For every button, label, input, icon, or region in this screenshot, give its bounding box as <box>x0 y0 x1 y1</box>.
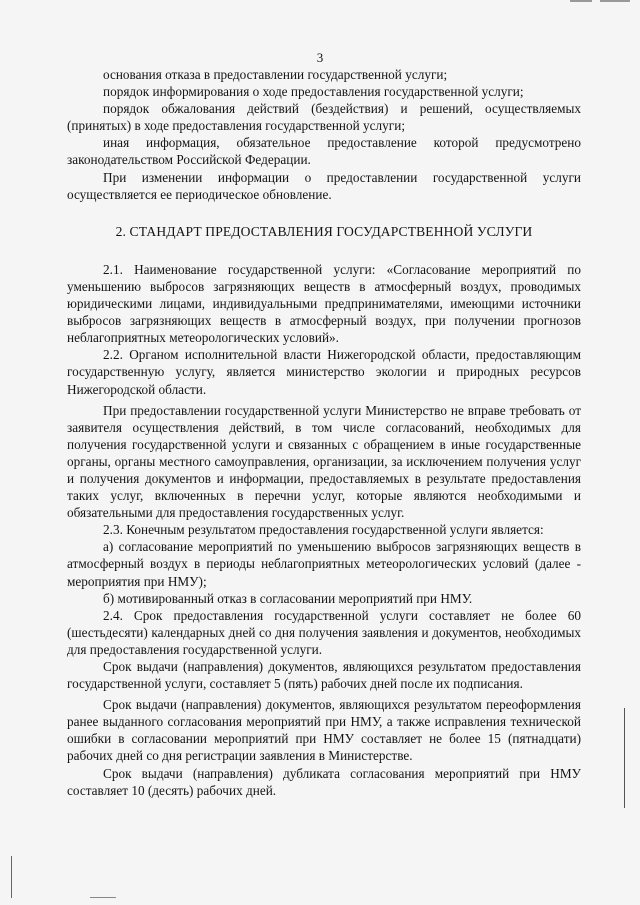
intro-paragraph-2: порядок информирования о ходе предоставления государственной услуги; <box>103 84 524 100</box>
section-paragraph-term-3: Срок выдачи (направления) дубликата согласования мероприятий при НМУ составляет 10 (десять) рабочих дней. <box>67 765 581 798</box>
document-body <box>67 66 581 799</box>
section-paragraph-restriction: При предоставлении государственной услуги Министерство не вправе требовать от заявителя осуществления действий, в том числе согласований, необходимых для получения государственной услуги и связанных с обращением в иные государственные органы, органы местного самоуправления, организации, за исключением получения услуг и получения документов и информации, предоставляемых в результате предоставления таких услуг, включенных в перечни услуг, которые являются необходимыми и обязательными для предоставления государственных услуг. <box>67 402 581 521</box>
scan-mark <box>570 0 640 6</box>
section-paragraph-2-2: 2.2. Органом исполнительной власти Нижегородской области, предоставляющим государственную услугу, является министерство экологии и природных ресурсов Нижегородской области. <box>67 347 581 397</box>
intro-paragraph-5: При изменении информации о предоставлении государственной услуги осуществляется ее периодическое обновление. <box>67 169 581 202</box>
section-heading: 2. СТАНДАРТ ПРЕДОСТАВЛЕНИЯ ГОСУДАРСТВЕННОЙ УСЛУГИ <box>115 223 533 239</box>
section-item-b: б) мотивированный отказ в согласовании мероприятий при НМУ. <box>103 590 473 606</box>
section-paragraph-term-2: Срок выдачи (направления) документов, являющихся результатом переоформления ранее выданного согласования мероприятий при НМУ, а также исправления технической ошибки в согласовании мероприятий при НМУ составляет не более 15 (пятнадцати) рабочих дней со дня регистрации заявления в Министерстве. <box>67 697 581 764</box>
page-number: 3 <box>316 50 324 65</box>
section-paragraph-2-4: 2.4. Срок предоставления государственной услуги составляет не более 60 (шестьдесяти) календарных дней со дня получения заявления и документов, необходимых для предоставления государственной услуги. <box>67 607 581 657</box>
section-item-a: а) согласование мероприятий по уменьшению выбросов загрязняющих веществ в атмосферный воздух в периоды неблагоприятных метеорологических условий (далее - мероприятия при НМУ); <box>67 539 581 589</box>
scan-mark-bottom <box>90 897 116 898</box>
section-paragraph-term-1: Срок выдачи (направления) документов, являющихся результатом предоставления государственной услуги, составляет 5 (пять) рабочих дней после их подписания. <box>67 659 581 692</box>
intro-paragraph-3: порядок обжалования действий (бездействия) и решений, осуществляемых (принятых) в ходе предоставления государственной услуги; <box>67 101 581 134</box>
scan-edge-line <box>624 708 625 808</box>
scan-edge-line-left <box>11 856 12 898</box>
intro-paragraph-4: иная информация, обязательное предоставление которой предусмотрено законодательством Российской Федерации. <box>67 135 581 168</box>
intro-paragraph-1: основания отказа в предоставлении государственной услуги; <box>103 67 448 82</box>
section-paragraph-2-1: 2.1. Наименование государственной услуги: «Согласование мероприятий по уменьшению выбросов загрязняющих веществ в атмосферный воздух, проводимых юридическими лицами, индивидуальными предпринимателями, имеющими источники выбросов загрязняющих веществ в атмосферный воздух, при получении прогнозов неблагоприятных метеорологических условий». <box>67 261 581 346</box>
section-paragraph-2-3: 2.3. Конечным результатом предоставления государственной услуги является: <box>103 522 544 538</box>
